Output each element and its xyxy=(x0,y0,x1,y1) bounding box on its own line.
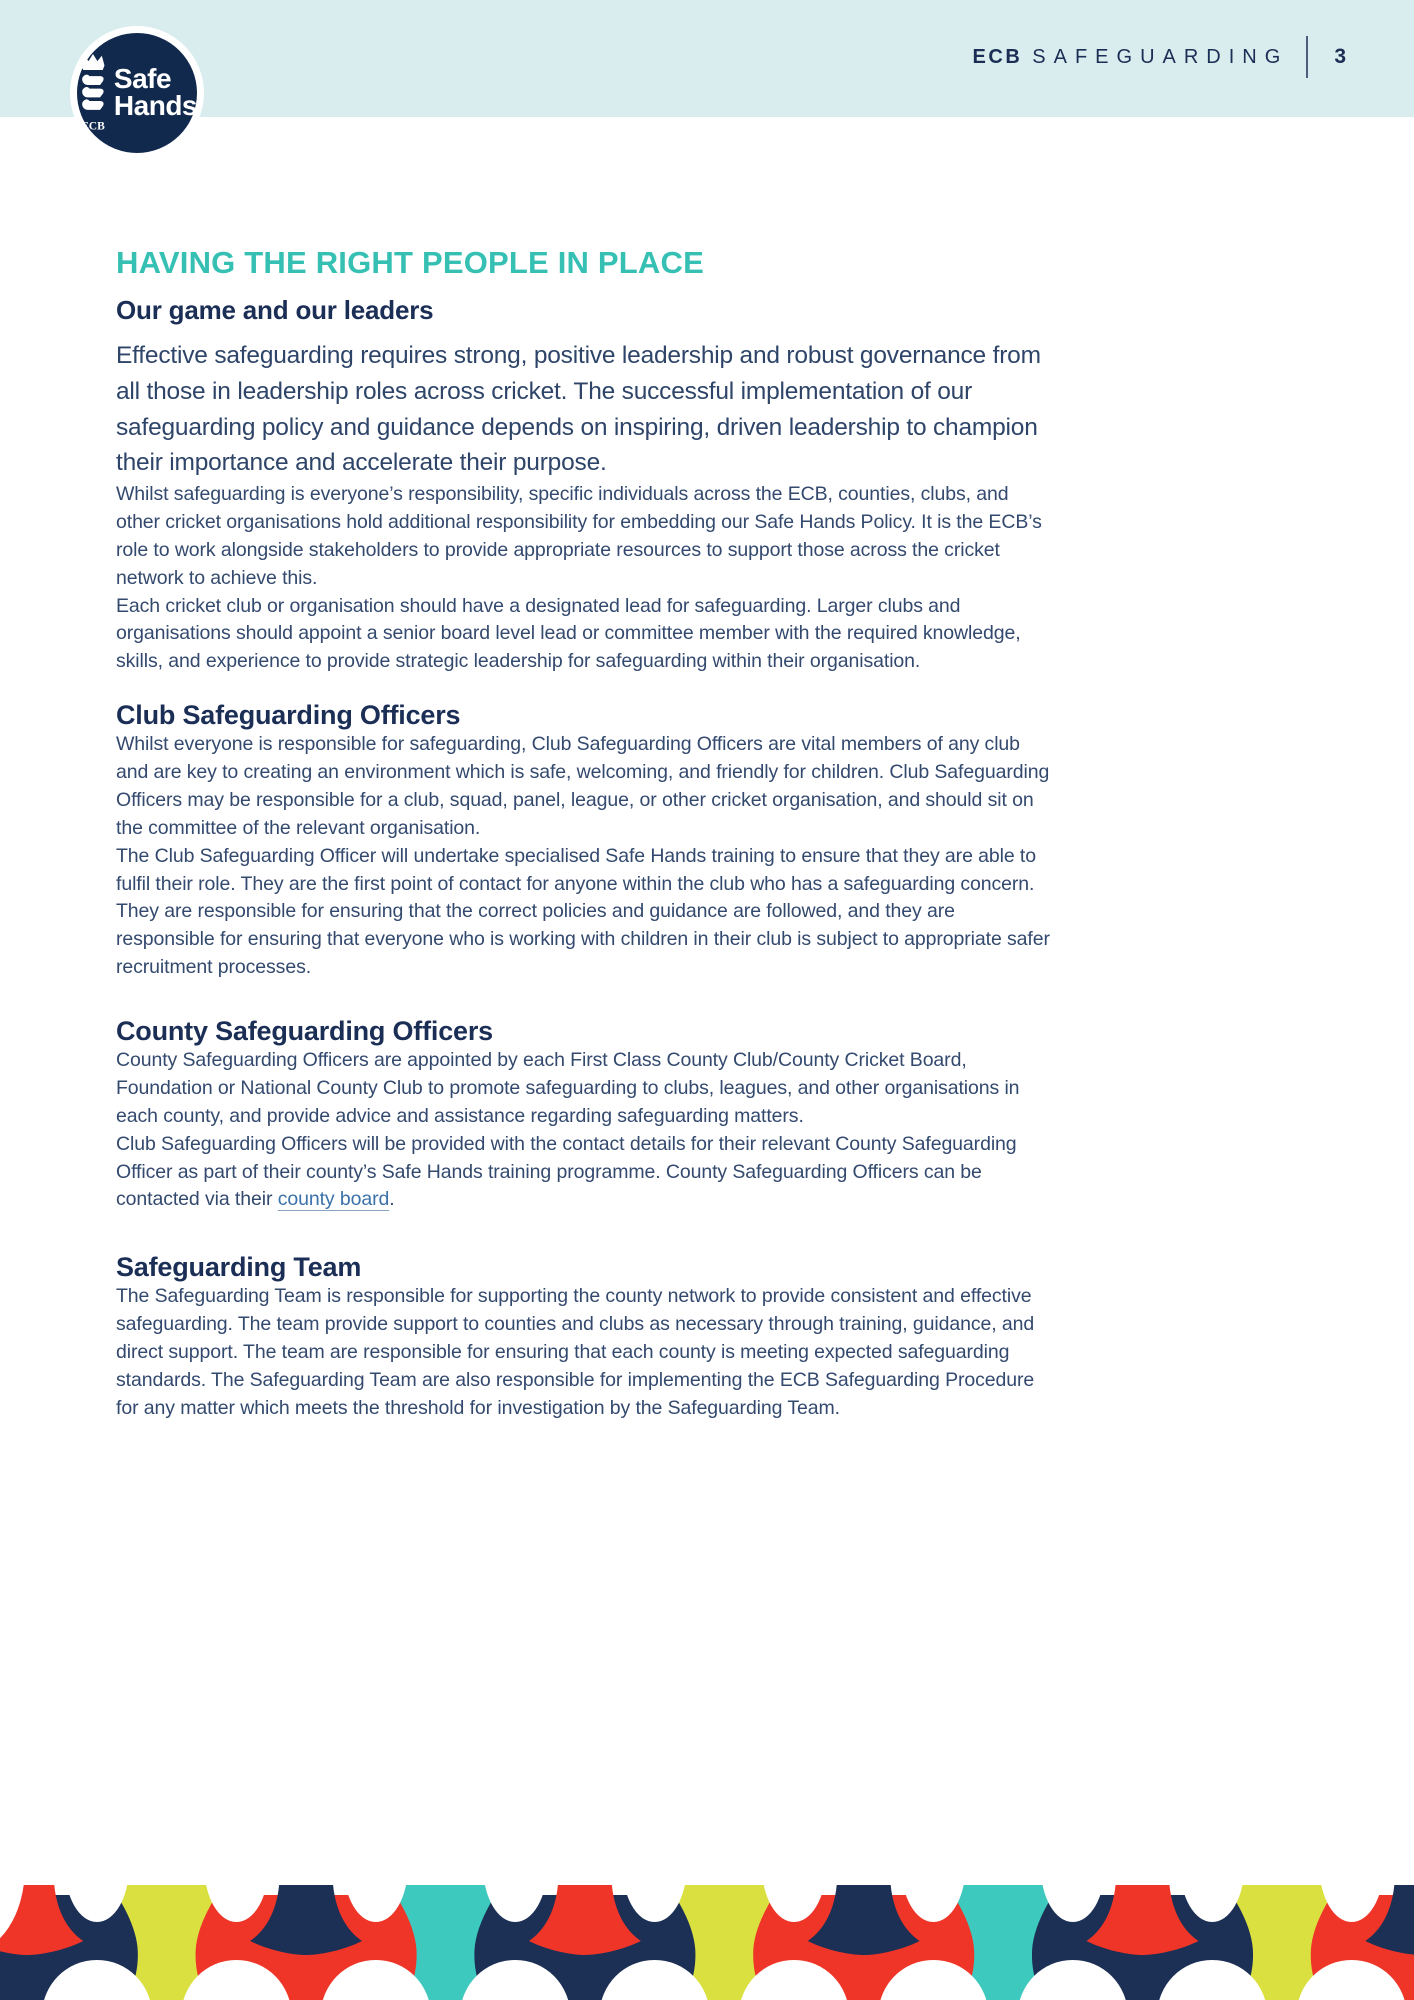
paragraph-county-2-post: . xyxy=(389,1188,395,1211)
logo-line-hands: Hands xyxy=(113,90,197,121)
footer-pattern xyxy=(0,1885,1414,2000)
page-number: 3 xyxy=(1334,45,1346,68)
paragraph-county-2 xyxy=(116,1131,1051,1215)
brand-safeguarding: SAFEGUARDING xyxy=(1032,45,1289,68)
paragraph-designated-lead: Each cricket club or organisation should have a designated lead for safeguarding. Larger clubs and organisations should appoint a senior board level lead or committee member with the required knowledge, skills, and experience to provide strategic leadership for safeguarding within their organisation. xyxy=(116,594,1021,673)
crest-ecb-label: ECB xyxy=(81,120,105,133)
page-title: HAVING THE RIGHT PEOPLE IN PLACE xyxy=(116,245,704,280)
paragraph-club-2: The Club Safeguarding Officer will undertake specialised Safe Hands training to ensure that they are able to fulfil their role. They are the first point of contact for anyone within the club who has a safeguarding concern. They are responsible for ensuring that the correct policies and guidance are followed, and they are responsible for ensuring that everyone who is working with children in their club is subject to appropriate safer recruitment processes. xyxy=(116,844,1050,979)
document-content xyxy=(116,117,1051,1423)
heading-club-safeguarding-officers: Club Safeguarding Officers xyxy=(116,700,461,731)
logo-line-safe: Safe xyxy=(113,63,172,95)
brand-ecb: ECB xyxy=(972,45,1023,68)
paragraph-county-2-pre: Club Safeguarding Officers will be provided with the contact details for their relevant County Safeguarding Officer as part of their county’s Safe Hands training programme. County Safeguarding Officers can be contacted via their xyxy=(116,1132,1017,1211)
ecb-crest-icon xyxy=(77,46,109,140)
paragraph-team-1: The Safeguarding Team is responsible for supporting the county network to provide consistent and effective safeguarding. The team provide support to counties and clubs as necessary through training, guidance, and direct support. The team are responsible for ensuring that each county is meeting expected safeguarding standards. The Safeguarding Team are also responsible for implementing the ECB Safeguarding Procedure for any matter which meets the threshold for investigation by the Safeguarding Team. xyxy=(116,1285,1035,1419)
heading-safeguarding-team: Safeguarding Team xyxy=(116,1252,362,1283)
header-band xyxy=(0,0,1414,117)
heading-county-safeguarding-officers: County Safeguarding Officers xyxy=(116,1016,493,1047)
subtitle-our-game: Our game and our leaders xyxy=(116,295,434,325)
paragraph-club-1: Whilst everyone is responsible for safeguarding, Club Safeguarding Officers are vital members of any club and are key to creating an environment which is safe, welcoming, and friendly for children. Club Safeguarding Officers may be responsible for a club, squad, panel, league, or other cricket organisation, and should sit on the committee of the relevant organisation. xyxy=(116,733,1050,839)
header-divider xyxy=(1306,36,1308,78)
logo-wordmark xyxy=(113,63,197,121)
header-right-group xyxy=(973,36,1346,78)
paragraph-county-1: County Safeguarding Officers are appointed by each First Class County Club/County Cricket Board, Foundation or National County Club to promote safeguarding to clubs, leagues, and other organisations in each county, and provide advice and assistance regarding safeguarding matters. xyxy=(116,1049,1020,1127)
county-board-link[interactable]: county board xyxy=(277,1188,390,1211)
lead-paragraph: Effective safeguarding requires strong, positive leadership and robust governance from all those in leadership roles across cricket. The successful implementation of our safeguarding policy and guidance depends on inspiring, driven leadership to champion their importance and accelerate their purpose. xyxy=(116,342,1041,477)
paragraph-responsibility: Whilst safeguarding is everyone’s responsibility, specific individuals across the ECB, counties, clubs, and other cricket organisations hold additional responsibility for embedding our Safe Hands Policy. It is the ECB’s role to work alongside stakeholders to provide appropriate resources to support those across the cricket network to achieve this. xyxy=(116,483,1042,589)
